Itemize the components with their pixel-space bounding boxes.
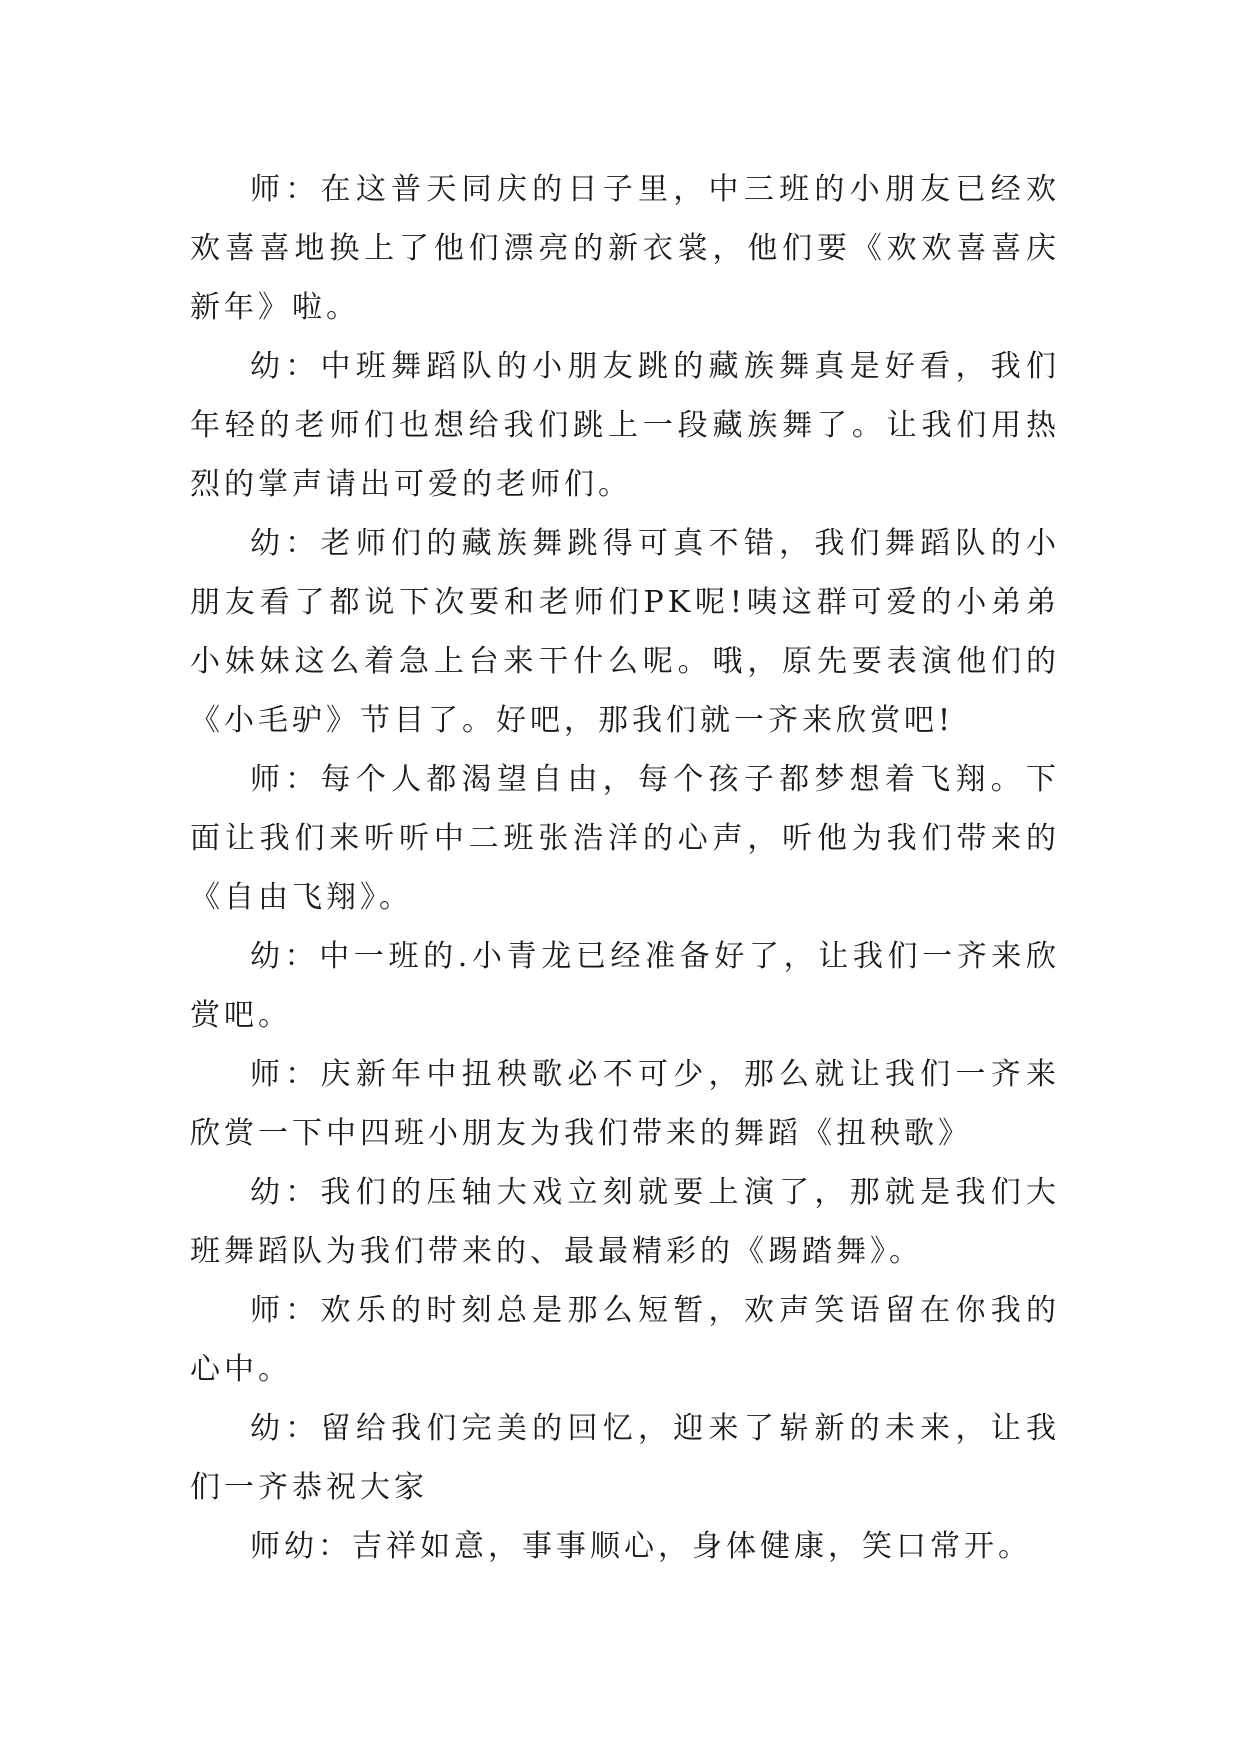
paragraph-1: 师：在这普天同庆的日子里，中三班的小朋友已经欢欢喜喜地换上了他们漂亮的新衣裳，他们要《欢欢喜喜庆新年》啦。 <box>190 172 1060 325</box>
paragraph-2: 幼：中班舞蹈队的小朋友跳的藏族舞真是好看，我们年轻的老师们也想给我们跳上一段藏族舞了。让我们用热烈的掌声请出可爱的老师们。 <box>190 349 1060 502</box>
paragraph-8: 师：欢乐的时刻总是那么短暂，欢声笑语留在你我的心中。 <box>190 1293 1060 1387</box>
paragraph-10: 师幼：吉祥如意，事事顺心，身体健康，笑口常开。 <box>250 1529 1032 1564</box>
paragraph-6: 师：庆新年中扭秧歌必不可少，那么就让我们一齐来欣赏一下中四班小朋友为我们带来的舞蹈《扭秧歌》 <box>190 1057 1060 1151</box>
paragraph-3: 幼：老师们的藏族舞跳得可真不错，我们舞蹈队的小朋友看了都说下次要和老师们PK呢!咦这群可爱的小弟弟小妹妹这么着急上台来干什么呢。哦，原先要表演他们的《小毛驴》节目了。好吧，那我们就一齐来欣赏吧! <box>190 526 1060 738</box>
paragraph-9: 幼：留给我们完美的回忆，迎来了崭新的未来，让我们一齐恭祝大家 <box>190 1411 1060 1505</box>
paragraph-4: 师：每个人都渴望自由，每个孩子都梦想着飞翔。下面让我们来听听中二班张浩洋的心声，听他为我们带来的《自由飞翔》。 <box>190 762 1060 915</box>
paragraph-5: 幼：中一班的.小青龙已经准备好了，让我们一齐来欣赏吧。 <box>190 939 1060 1033</box>
paragraph-7: 幼：我们的压轴大戏立刻就要上演了，那就是我们大班舞蹈队为我们带来的、最最精彩的《踢踏舞》。 <box>190 1175 1060 1269</box>
document-body <box>190 160 1060 1576</box>
